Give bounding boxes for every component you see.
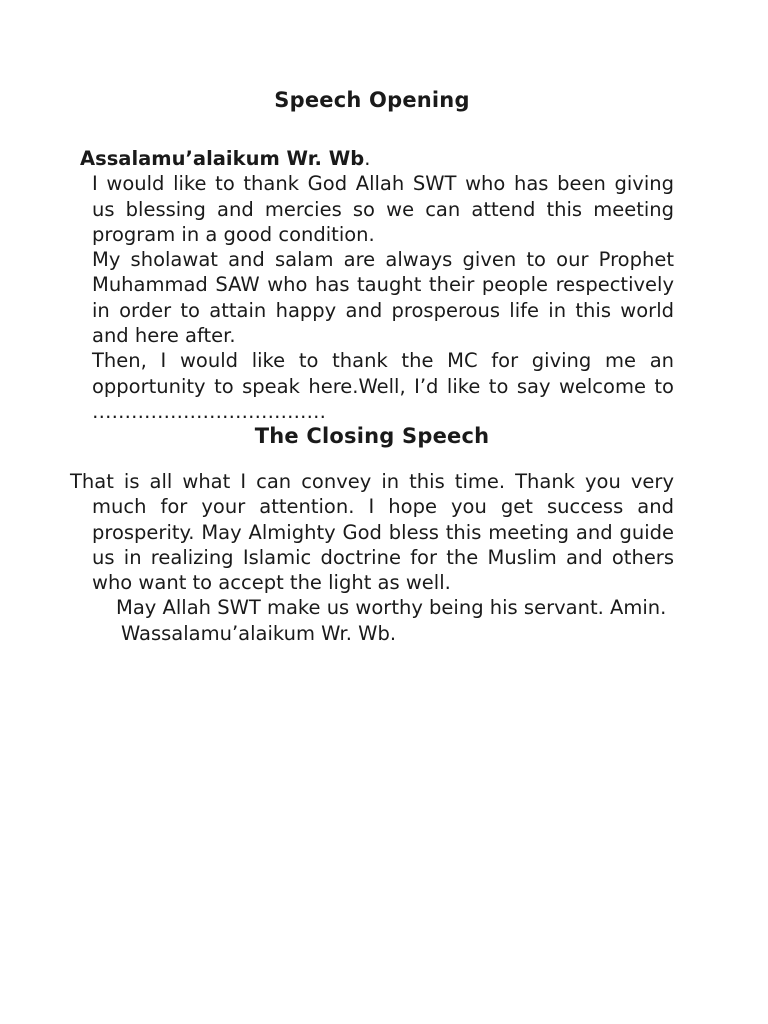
speech-opening-title: Speech Opening — [274, 88, 470, 112]
opening-greeting — [80, 146, 674, 171]
opening-paragraph-welcome: Then, I would like to thank the MC for giving me an opportunity to speak here.Well, I’d like to say welcome to ……………………………… — [92, 349, 674, 423]
closing-farewell: Wassalamu’alaikum Wr. Wb. — [121, 621, 397, 645]
greeting-period: . — [364, 147, 371, 170]
opening-paragraph-sholawat: My sholawat and salam are always given to our Prophet Muhammad SAW who has taught their people respectively in order to attain happy and prosperous life in this world and here after. — [92, 248, 674, 348]
closing-speech-title: The Closing Speech — [254, 424, 490, 448]
closing-section — [70, 469, 674, 646]
opening-paragraph-thanks: I would like to thank God Allah SWT who has been giving us blessing and mercies so we can attend this meeting program in a good condition. — [92, 172, 674, 246]
closing-paragraph: That is all what I can convey in this time. Thank you very much for your attention. I hope you get success and prosperity. May Almighty God bless this meeting and guide us in realizing Islamic doctrine for the Muslim and others who want to accept the light as well. — [70, 470, 674, 595]
greeting-text: Assalamu’alaikum Wr. Wb — [80, 147, 365, 170]
opening-section — [80, 146, 674, 424]
closing-prayer: May Allah SWT make us worthy being his servant. Amin. — [116, 596, 667, 620]
